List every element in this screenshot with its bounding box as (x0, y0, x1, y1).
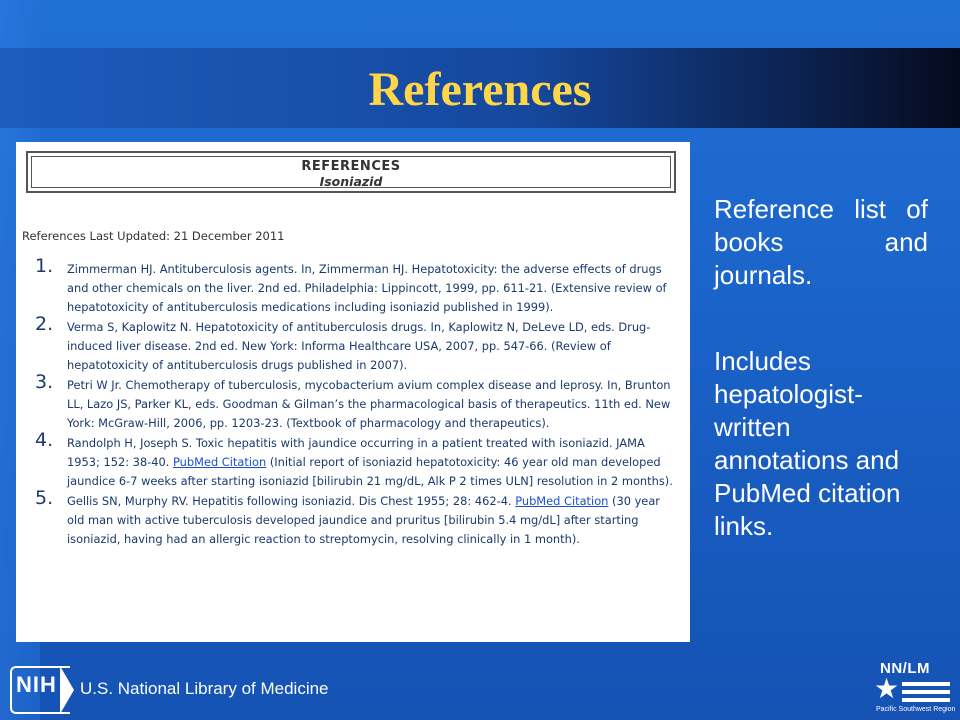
document-header-subtitle: Isoniazid (319, 174, 383, 189)
reference-list (16, 255, 690, 550)
reference-text: Gellis SN, Murphy RV. Hepatitis following isoniazid. Dis Chest 1955; 28: 462-4. (67, 494, 516, 508)
reference-item (16, 255, 690, 317)
nih-logo-arrow (60, 666, 74, 714)
reference-number: 4. (35, 429, 54, 451)
reference-item (16, 429, 690, 491)
reference-item (16, 313, 690, 375)
reference-text: Verma S, Kaplowitz N. Hepatotoxicity of antituberculosis drugs. In, Kaplowitz N, DeLeve LD, eds. Drug-induced liver disease. 2nd ed. New York: Informa Healthcare USA, 2007, pp. 547-66. (Review of hepatotoxicity of antituberculosis drugs published in 2007). (67, 320, 651, 372)
reference-text: Zimmerman HJ. Antituberculosis agents. In, Zimmerman HJ. Hepatotoxicity: the adverse effects of drugs and other chemicals on the liver. 2nd ed. Philadelphia: Lippincott, 1999, pp. 611-21. (Extensive review of hepatotoxicity of antituberculosis medications including isoniazid published in 1999). (67, 262, 667, 314)
nnlm-logo (872, 660, 956, 716)
reference-text: Petri W Jr. Chemotherapy of tuberculosis, mycobacterium avium complex disease and leprosy. In, Brunton LL, Lazo JS, Parker KL, eds. Goodman & Gilman’s the pharmacological basis of therapeutics. 11th ed. New York: McGraw-Hill, 2006, pp. 1203-23. (Textbook of pharmacology and therapeutics). (67, 378, 671, 430)
nnlm-stripe (902, 698, 950, 702)
reference-number: 5. (35, 487, 54, 509)
reference-number: 2. (35, 313, 54, 335)
slide-title: References (368, 63, 592, 116)
reference-document-screenshot (16, 142, 690, 642)
reference-text: Randolph H, Joseph S. Toxic hepatitis with jaundice occurring in a patient treated with isoniazid. JAMA 1953; 152: 38-40. (67, 436, 645, 469)
reference-item (16, 487, 690, 549)
document-header (26, 151, 676, 193)
star-icon: ★ (874, 673, 900, 704)
nnlm-stripe (902, 690, 950, 694)
pubmed-citation-link[interactable]: PubMed Citation (173, 455, 267, 469)
nih-logo-text: NIH (16, 672, 57, 697)
reference-number: 1. (35, 255, 54, 277)
document-header-title: REFERENCES (301, 159, 401, 174)
nnlm-logo-text: NN/LM (880, 660, 930, 677)
pubmed-citation-link[interactable]: PubMed Citation (515, 494, 609, 508)
sidebar-annotation-note: Includes hepatologist-written annotations and PubMed citation links. (714, 346, 901, 541)
nnlm-region-text: Pacific Southwest Region (876, 706, 956, 713)
reference-item (16, 371, 690, 433)
last-updated-text: References Last Updated: 21 December 2011 (22, 229, 285, 243)
nnlm-stripe (902, 682, 950, 686)
sidebar-description: Reference list of books and journals. (714, 194, 928, 290)
reference-number: 3. (35, 371, 54, 393)
nlm-label: U.S. National Library of Medicine (80, 679, 329, 698)
reference-annotation: (30 year old man with active tuberculosis developed jaundice and pruritus [bilirubin 5.4 mg/dL] after starting isoniazid, having had an allergic reaction to streptomycin, resolving clinically in 1 month). (67, 494, 660, 546)
reference-annotation: (Initial report of isoniazid hepatotoxicity: 46 year old man developed jaundice 6-7 weeks after starting isoniazid [bilirubin 21 mg/dL, Alk P 2 times ULN] resolution in 2 months). (67, 455, 673, 488)
